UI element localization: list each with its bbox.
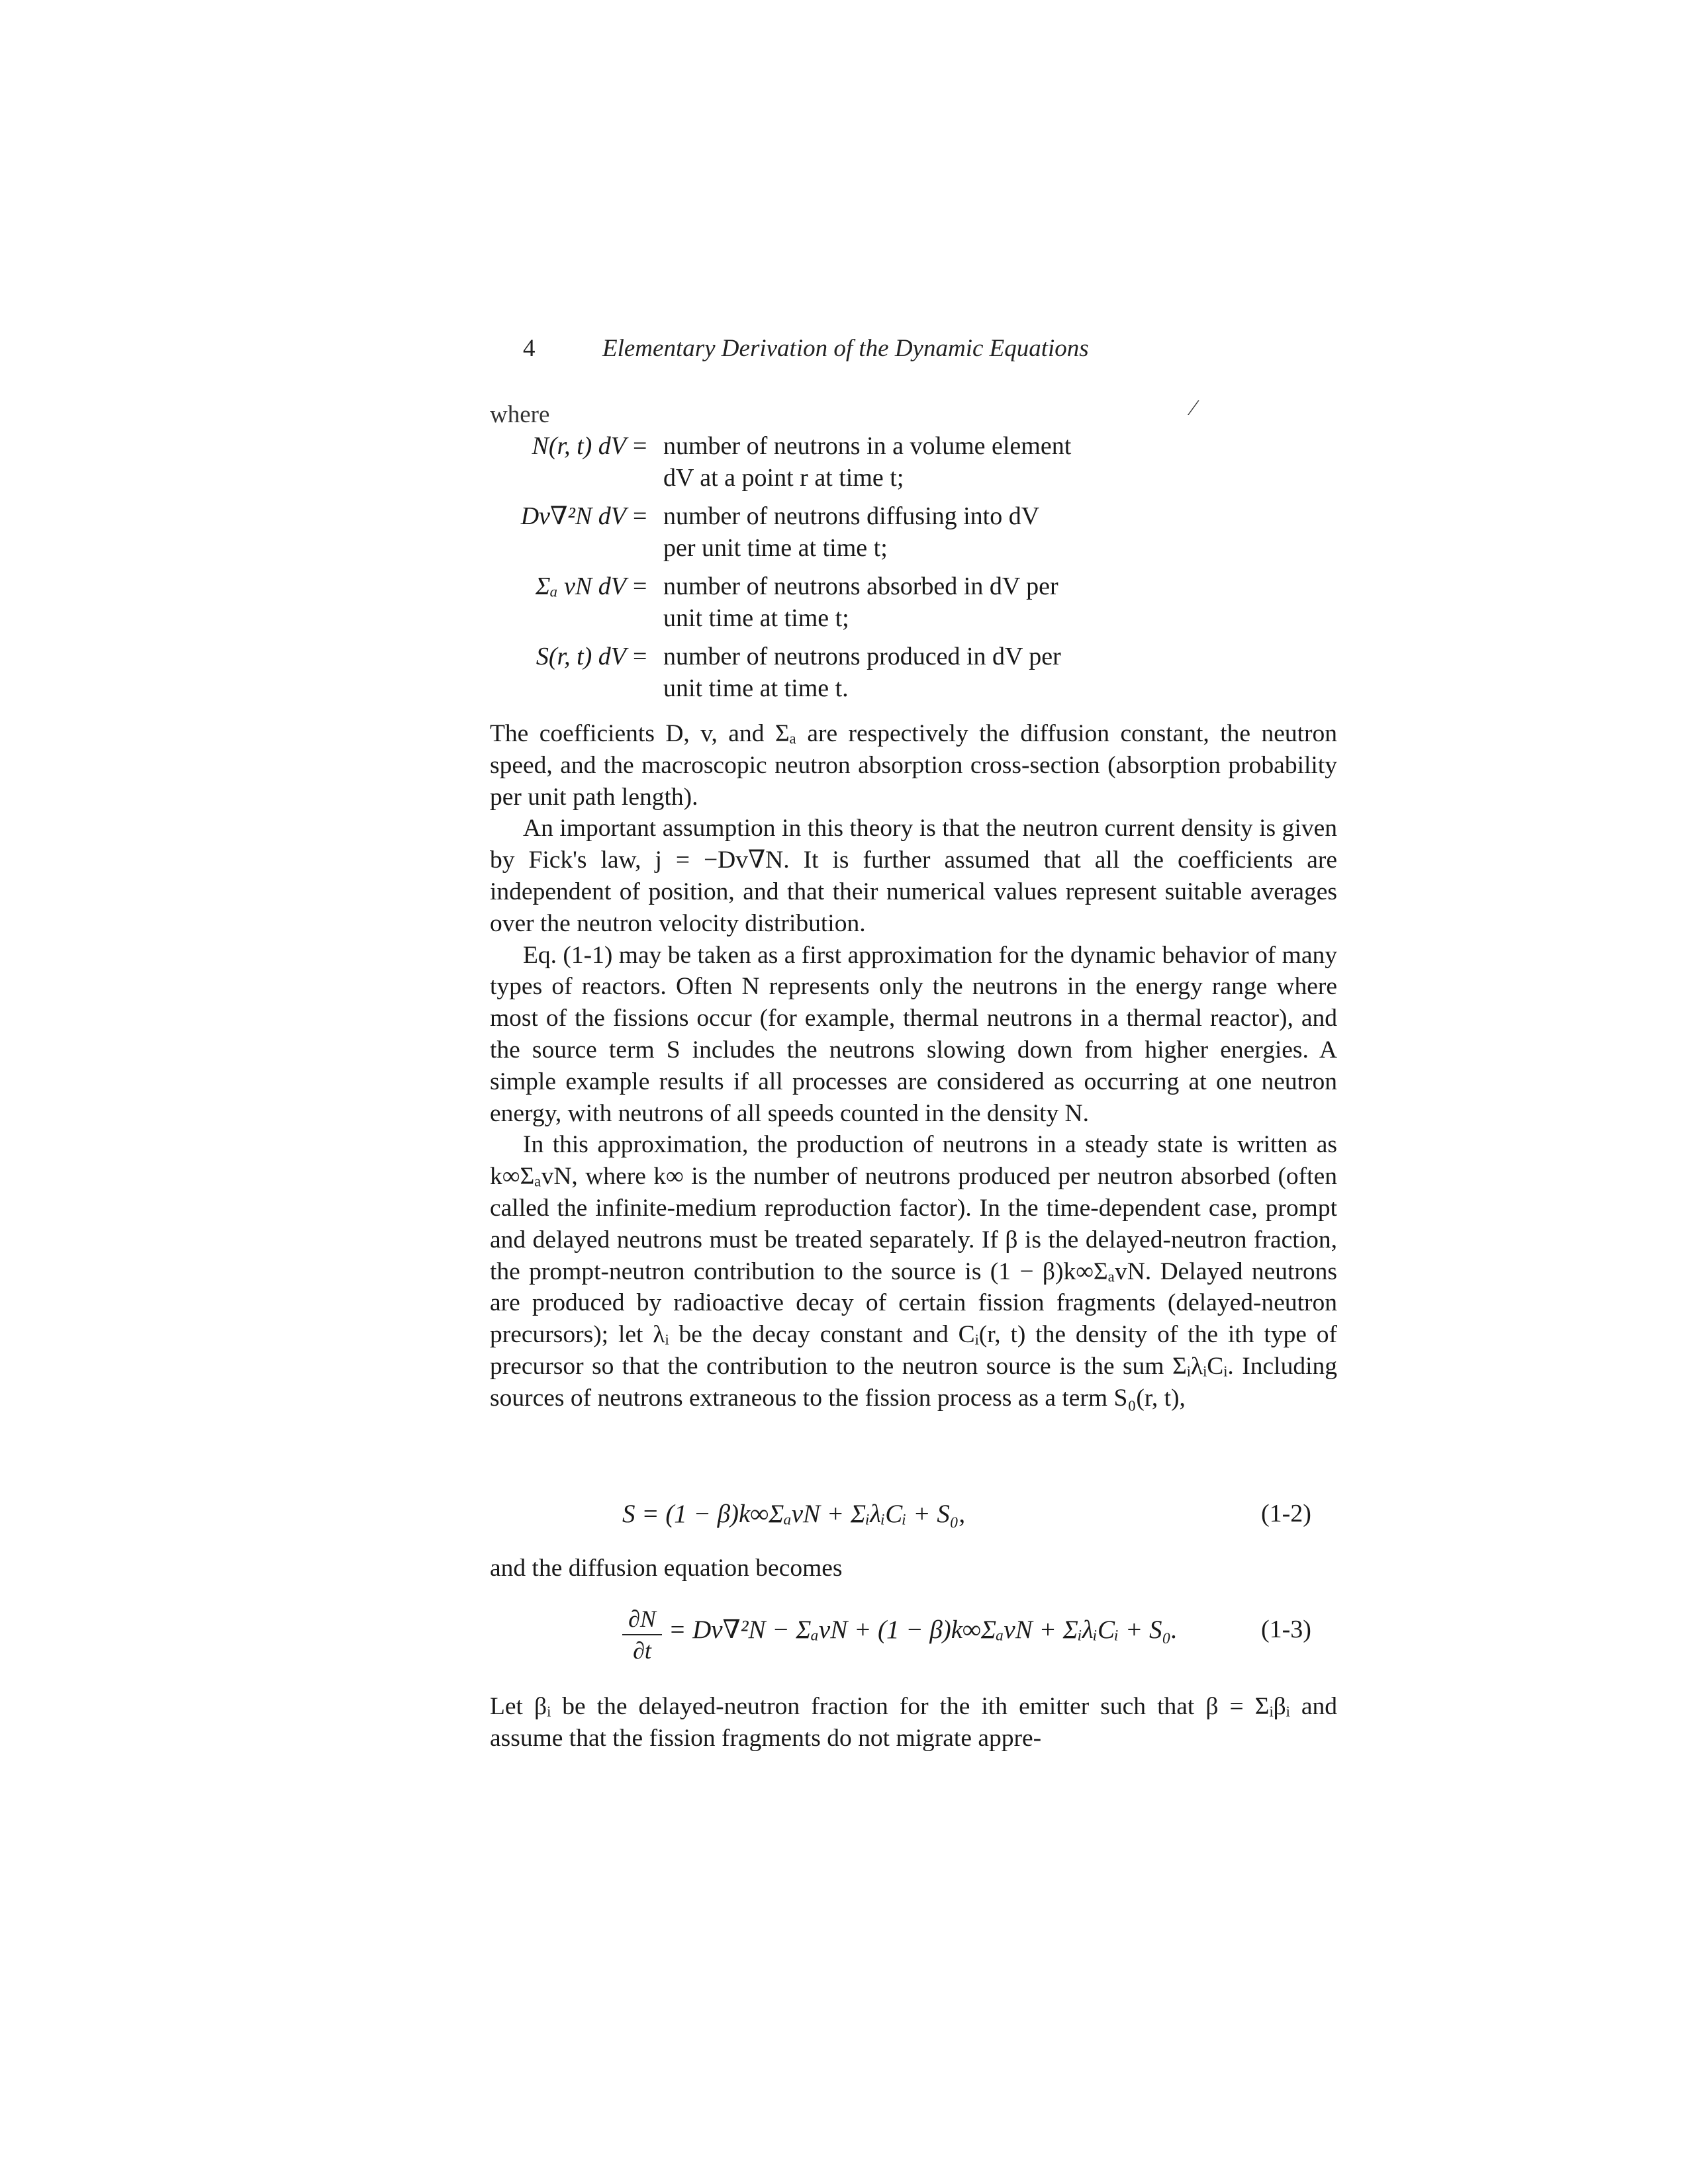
running-title: Elementary Derivation of the Dynamic Equations — [602, 335, 1089, 362]
definition-rhs: number of neutrons diffusing into dV per unit time at time t; — [663, 502, 1039, 562]
equation-1-3: = Dv∇²N − ΣₐvN + (1 − β)k∞ΣₐvN + ΣᵢλᵢCᵢ + S₀. — [669, 1615, 1178, 1644]
closing-paragraph — [490, 1691, 1337, 1754]
definition-rhs: number of neutrons absorbed in dV per unit time at time t; — [663, 572, 1058, 632]
equals-sign: = — [633, 643, 647, 670]
scan-mark: ⁄ — [1192, 396, 1196, 420]
definition-item — [490, 430, 1337, 500]
equation-1-2-number: (1-2) — [1261, 1500, 1311, 1527]
where-label: where — [490, 401, 550, 428]
definitions-list — [490, 430, 1337, 711]
paragraph-approximation: Eq. (1-1) may be taken as a first approximation for the dynamic behavior of many types of reactors. Often N represents only the neutrons in the energy range where most of the fissions occur (for example, thermal neutrons in a thermal reactor), and the source term S includes the neutrons slowing down from higher energies. A simple example results if all processes are considered as occurring at one neutron energy, with neutrons of all speeds counted in the density N. — [490, 941, 1337, 1127]
connector-text: and the diffusion equation becomes — [490, 1555, 843, 1582]
fraction-numerator: ∂N — [622, 1605, 662, 1635]
page-number: 4 — [523, 335, 536, 362]
definition-lhs: N(r, t) dV — [532, 432, 626, 460]
closing-text: Let βᵢ be the delayed-neutron fraction for the ith emitter such that β = Σᵢβᵢ and assume that the fission fragments do not migrate appre- — [490, 1693, 1337, 1752]
definition-lhs: Dv∇²N dV — [520, 502, 626, 530]
definition-item — [490, 500, 1337, 570]
definition-rhs: number of neutrons in a volume element dV at a point r at time t; — [663, 432, 1072, 492]
body-text — [490, 718, 1337, 1414]
equals-sign: = — [633, 572, 647, 600]
equals-sign: = — [633, 432, 647, 460]
equals-sign: = — [633, 502, 647, 530]
definition-item — [490, 641, 1337, 711]
paragraph-delayed-neutrons: In this approximation, the production of neutrons in a steady state is written as k∞ΣₐvN, where k∞ is the number of neutrons produced per neutron absorbed (often called the infinite-medium reproduction factor). In the time-dependent case, prompt and delayed neutrons must be treated separately. If β is the delayed-neutron fraction, the prompt-neutron contribution to the source is (1 − β)k∞ΣₐvN. Delayed neutrons are produced by radioactive decay of certain fission fragments (delayed-neutron precursors); let λᵢ be the decay constant and Cᵢ(r, t) the density of the ith type of precursor so that the contribution to the neutron source is the sum ΣᵢλᵢCᵢ. Including sources of neutrons extraneous to the fission process as a term S₀(r, t), — [490, 1131, 1337, 1412]
partial-derivative-fraction — [622, 1605, 662, 1664]
paragraph-coefficients: The coefficients D, v, and Σₐ are respectively the diffusion constant, the neutron speed, and the macroscopic neutron absorption cross-section (absorption probability per unit path length). — [490, 720, 1337, 811]
equation-1-2: S = (1 − β)k∞ΣₐvN + ΣᵢλᵢCᵢ + S₀, — [622, 1500, 966, 1528]
definition-lhs: S(r, t) dV — [536, 643, 626, 670]
paragraph-ficks-law: An important assumption in this theory is that the neutron current density is given by Fick's law, j = −Dv∇N. It is further assumed that all the coefficients are independent of position, and that their numerical values represent suitable averages over the neutron velocity distribution. — [490, 815, 1337, 937]
definition-item — [490, 570, 1337, 641]
fraction-denominator: ∂t — [633, 1637, 651, 1664]
equation-1-3-number: (1-3) — [1261, 1615, 1311, 1643]
definition-rhs: number of neutrons produced in dV per unit time at time t. — [663, 643, 1061, 702]
definition-lhs: Σₐ vN dV — [535, 572, 626, 600]
